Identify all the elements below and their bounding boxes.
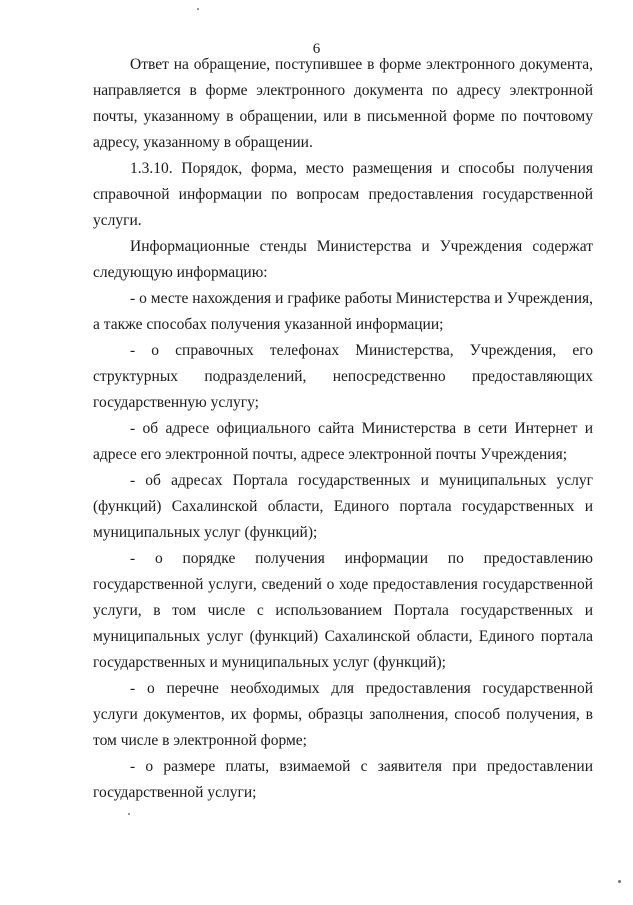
scan-speck — [197, 8, 199, 10]
list-item-fee: - о размере платы, взимаемой с заявителя при предоставлении государственной услуги; — [93, 758, 593, 801]
page-number: 6 — [312, 41, 321, 57]
paragraph-section-1-3-10: 1.3.10. Порядок, форма, место размещения и способы получения справочной информации по вопросам предоставления государственной услуги. — [93, 160, 593, 229]
list-item-phones: - о справочных телефонах Министерства, Учреждения, его структурных подразделений, непосредственно предоставляющих государственную услугу; — [93, 342, 593, 411]
list-item-portal-addresses: - об адресах Портала государственных и муниципальных услуг (функций) Сахалинской области, Единого портала государственных и муниципальных услуг (функций); — [93, 472, 593, 541]
list-item-website-email: - об адресе официального сайта Министерства в сети Интернет и адресе его электронной почты, адресе электронной почты Учреждения; — [93, 420, 593, 463]
paragraph-info-stands: Информационные стенды Министерства и Учреждения содержат следующую информацию: — [93, 238, 593, 281]
paragraph-response-delivery: Ответ на обращение, поступившее в форме электронного документа, направляется в форме электронного документа по адресу электронной почты, указанному в обращении, или в письменной форме по почтовому адресу, указанному в обращении. — [93, 56, 593, 151]
document-body — [93, 52, 593, 806]
list-item-documents: - о перечне необходимых для предоставления государственной услуги документов, их формы, образцы заполнения, способ получения, в том числе в электронной форме; — [93, 680, 593, 749]
list-item-procedure: - о порядке получения информации по предоставлению государственной услуги, сведений о ходе предоставления государственной услуги, в том числе с использованием Портала государственных и муниципальных услуг (функций) Сахалинской области, Единого портала государственных и муниципальных услуг (функций); — [93, 550, 593, 671]
list-item-location-schedule: - о месте нахождения и графике работы Министерства и Учреждения, а также способах получения указанной информации; — [93, 290, 593, 333]
scan-speck — [618, 880, 621, 883]
scan-speck — [128, 813, 130, 815]
